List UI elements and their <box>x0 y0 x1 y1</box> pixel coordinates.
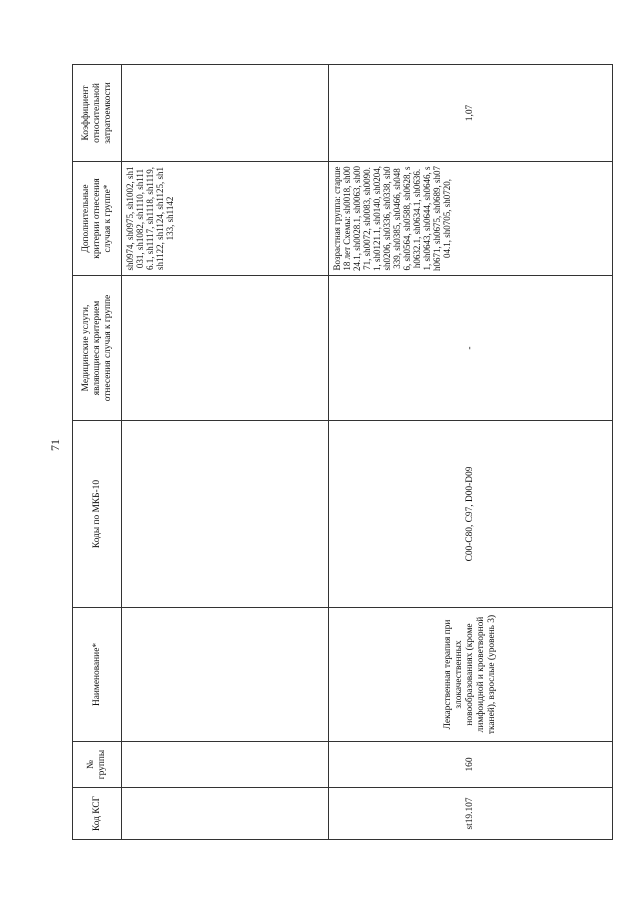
header-name: Наименование* <box>73 608 122 742</box>
page-number: 71 <box>48 439 62 451</box>
cell-group: 160 <box>329 742 613 788</box>
table-container <box>72 65 609 840</box>
cell-icd: C00-C80, C97, D00-D09 <box>329 421 613 608</box>
cell-code: st19.107 <box>329 788 613 840</box>
cell-code <box>122 788 329 840</box>
cell-criteria: Возрастная группа: старше 18 лет Схемы: sh0018, sh0024.1, sh0028.1, sh0063, sh0071, sh0072, sh0083, sh0090.1, sh0121.1, sh0140, sh0204, sh0206, sh0336, sh0338, sh0339, sh0385, sh0466, sh0486, sh0564, sh0588, sh0628, sh0632.1, sh0634.1, sh0636.1, sh0643, sh0644, sh0646, sh0671, sh0675, sh0689, sh0704.1, sh0705, sh0720, <box>329 162 613 276</box>
header-coefficient: Коэффициент относительной затратоемкости <box>73 65 122 162</box>
ksg-table <box>72 64 613 840</box>
cell-coefficient: 1,07 <box>329 65 613 162</box>
cell-icd <box>122 421 329 608</box>
cell-coefficient <box>122 65 329 162</box>
header-group: № группы <box>73 742 122 788</box>
header-row <box>73 65 122 840</box>
header-services: Медицинские услуги, являющиеся критерием отнесения случая к группе <box>73 276 122 421</box>
table-row <box>122 65 329 840</box>
cell-group <box>122 742 329 788</box>
header-icd: Коды по МКБ-10 <box>73 421 122 608</box>
cell-name: Лекарственная терапия при злокачественных новообразованиях (кроме лимфоидной и кроветворной тканей), взрослые (уровень 3) <box>329 608 613 742</box>
cell-criteria: sh0974, sh0975, sh1002, sh1031, sh1082, sh1110, sh1116.1, sh1117, sh1118, sh1119, sh1122, sh1124, sh1125, sh1133, sh1142 <box>122 162 329 276</box>
cell-services: - <box>329 276 613 421</box>
cell-services <box>122 276 329 421</box>
header-code: Код КСГ <box>73 788 122 840</box>
table-row <box>329 65 613 840</box>
cell-name <box>122 608 329 742</box>
header-criteria: Дополнительные критерии отнесения случая к группе* <box>73 162 122 276</box>
